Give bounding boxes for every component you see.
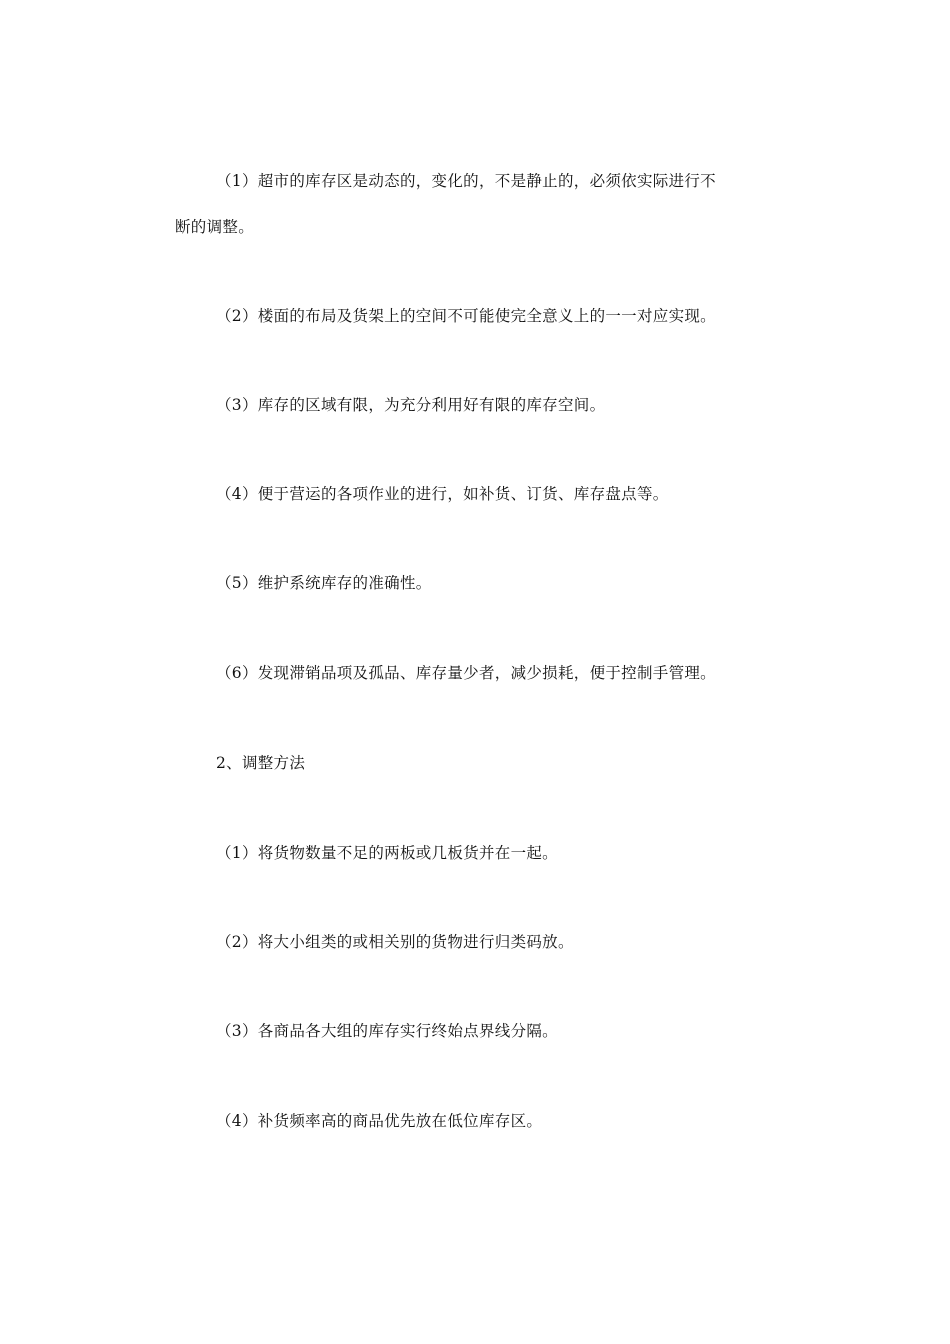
paragraph-reason-2: （2）楼面的布局及货架上的空间不可能使完全意义上的一一对应实现。 xyxy=(216,307,716,325)
paragraph-reason-3: （3）库存的区域有限，为充分利用好有限的库存空间。 xyxy=(216,396,606,414)
paragraph-reason-4: （4）便于营运的各项作业的进行，如补货、订货、库存盘点等。 xyxy=(216,485,669,503)
paragraph-method-2: （2）将大小组类的或相关别的货物进行归类码放。 xyxy=(216,933,574,951)
paragraph-method-1: （1）将货物数量不足的两板或几板货并在一起。 xyxy=(216,844,558,862)
paragraph-reason-1-line-1: （1）超市的库存区是动态的，变化的，不是静止的，必须依实际进行不 xyxy=(216,172,716,190)
paragraph-reason-5: （5）维护系统库存的准确性。 xyxy=(216,574,432,592)
paragraph-method-3: （3）各商品各大组的库存实行终始点界线分隔。 xyxy=(216,1022,558,1040)
paragraph-reason-1-line-2: 断的调整。 xyxy=(175,218,255,236)
paragraph-method-4: （4）补货频率高的商品优先放在低位库存区。 xyxy=(216,1112,543,1130)
paragraph-reason-6: （6）发现滞销品项及孤品、库存量少者，减少损耗，便于控制手管理。 xyxy=(216,664,716,682)
section-heading-adjustment-method: 2、调整方法 xyxy=(216,754,306,772)
